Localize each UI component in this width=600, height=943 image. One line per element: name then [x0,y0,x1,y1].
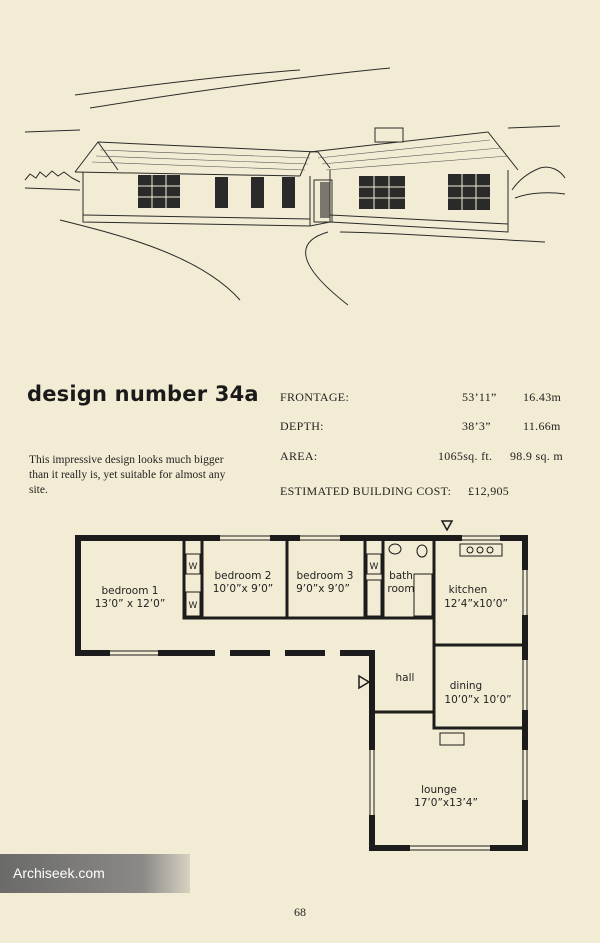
floor-plan [0,510,600,860]
dining-name: dining [449,680,483,692]
frontage-label: FRONTAGE: [280,390,350,404]
bath-label-1: bath [389,570,413,582]
depth-label: DEPTH: [280,419,324,433]
wardrobe-label: W [188,601,198,611]
kitchen-size: 12’4”x10’0” [444,598,508,610]
area-imperial: 1065sq. ft. [438,449,493,463]
bedroom2-name: bedroom 2 [214,570,272,582]
design-title: design number 34a [27,382,259,406]
bath-label-2: room [387,583,415,595]
depth-imperial: 38’3” [462,419,491,433]
wardrobe-label: W [188,562,198,572]
archiseek-watermark: Archiseek.com [0,854,190,893]
house-sketch [0,0,600,330]
bedroom1-size: 13’0” x 12’0” [94,598,166,610]
cost-label: ESTIMATED BUILDING COST: [280,484,452,498]
design-description: This impressive design looks much bigger than it really is, yet suitable for almost any site. [29,454,226,496]
bedroom2-size: 10’0”x 9’0” [212,583,274,595]
cost-value: £12,905 [468,484,510,498]
area-metric: 98.9 sq. m [510,449,564,463]
area-label: AREA: [280,449,318,463]
bedroom3-size: 9’0”x 9’0” [296,583,350,595]
lounge-name: lounge [421,784,457,796]
frontage-metric: 16.43m [523,390,562,404]
kitchen-name: kitchen [448,584,488,596]
dining-size: 10’0”x 10’0” [444,694,512,706]
page-number: 68 [294,905,306,919]
frontage-imperial: 53’11” [462,390,497,404]
bedroom1-name: bedroom 1 [101,585,159,597]
lounge-size: 17’0”x13’4” [414,797,478,809]
hall-name: hall [395,672,415,684]
wardrobe-label: W [369,562,379,572]
depth-metric: 11.66m [523,419,561,433]
bedroom3-name: bedroom 3 [296,570,354,582]
